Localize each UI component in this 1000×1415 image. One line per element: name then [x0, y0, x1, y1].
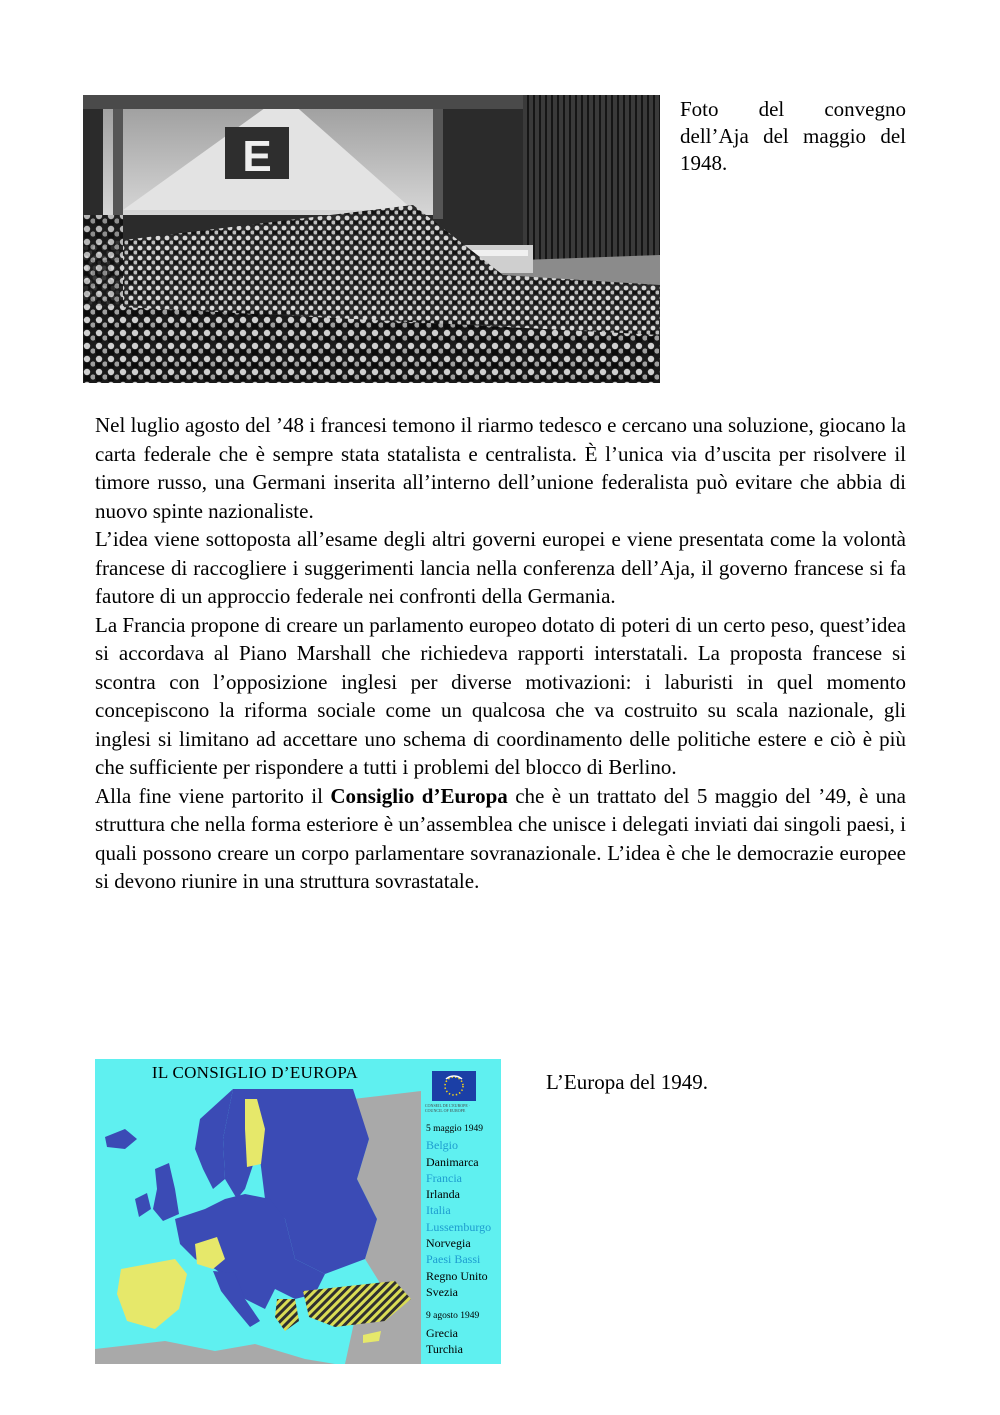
legend-date: 9 agosto 1949 [426, 1311, 480, 1322]
paragraph-text: che è un trattato del 5 maggio del ’49, è una struttura che nella forma esteriore è un’assemblea che unisce i delegati inviati dai singoli paesi, i quali possono creare un corpo parlamentare sovranazionale. L’idea è che le democrazie europee si devono riunire in una struttura sovrastatale. [95, 783, 907, 893]
council-of-europe-map [95, 1059, 501, 1364]
legend-country: Danimarca [426, 1154, 479, 1169]
flag-caption: CONSEIL DE L'EUROPE · COUNCIL OF EUROPE [425, 1103, 471, 1113]
paragraph: La Francia propone di creare un parlamento europeo dotato di poteri di un certo peso, quest’idea si accordava al Piano Marshall che richiedeva rapporti interstatali. La proposta francese si scontra con l’opposizione inglesi per diverse motivazioni: i laburisti in quel momento concepiscono la riforma sociale come un qualcosa che va costruito su scala nazionale, gli inglesi si limitano ad accettare uno schema di coordinamento delle politiche estere e ciò è più che sufficiente per rispondere a tutti i problemi del blocco di Berlino. [95, 612, 906, 779]
legend-country: Svezia [426, 1284, 458, 1299]
map-title: IL CONSIGLIO D’EUROPA [151, 1063, 359, 1082]
banner-letter: E [242, 132, 272, 181]
legend-country: Belgio [426, 1138, 458, 1153]
congress-photo-drawing [83, 95, 660, 383]
paragraph [95, 782, 906, 896]
legend-country: Italia [426, 1203, 451, 1218]
legend-country: Norvegia [426, 1236, 471, 1251]
legend-country: Paesi Bassi [426, 1252, 481, 1267]
council-of-europe-flag [432, 1071, 476, 1101]
member-legend [426, 1121, 501, 1357]
legend-country: Lussemburgo [426, 1219, 492, 1234]
legend-country: Francia [426, 1170, 462, 1185]
council-of-europe-term: Consiglio d’Europa [330, 783, 508, 808]
paragraph: L’idea viene sottoposta all’esame degli altri governi europei e viene presentata come la volontà francese di raccogliere i suggerimenti lancia nella conferenza dell’Aja, il governo francese si fa fautore di un approccio federale nei confronti della Germania. [95, 527, 906, 608]
legend-country: Grecia [426, 1325, 458, 1340]
legend-country: Regno Unito [426, 1268, 488, 1283]
map-caption: L’Europa del 1949. [546, 1070, 708, 1094]
body-text [95, 411, 906, 896]
legend-date: 5 maggio 1949 [426, 1124, 483, 1134]
paragraph: Nel luglio agosto del ’48 i francesi temono il riarmo tedesco e cercano una soluzione, giocano la carta federale che è sempre stata statalista e centralista. È l’unica via d’uscita per risolvere il timore russo, una Germani inserita all’interno dell’unione federalista può evitare che abbia di nuovo spinte nazionaliste. [95, 413, 906, 523]
paragraph-text: Alla fine viene partorito il [95, 783, 331, 808]
stars-circle-icon [432, 1071, 476, 1101]
legend-country: Irlanda [426, 1187, 460, 1202]
congress-photo [83, 95, 660, 383]
legend-country: Turchia [426, 1341, 463, 1356]
photo-caption: Foto del convegno dell’Aja del maggio del 1948. [680, 97, 906, 175]
